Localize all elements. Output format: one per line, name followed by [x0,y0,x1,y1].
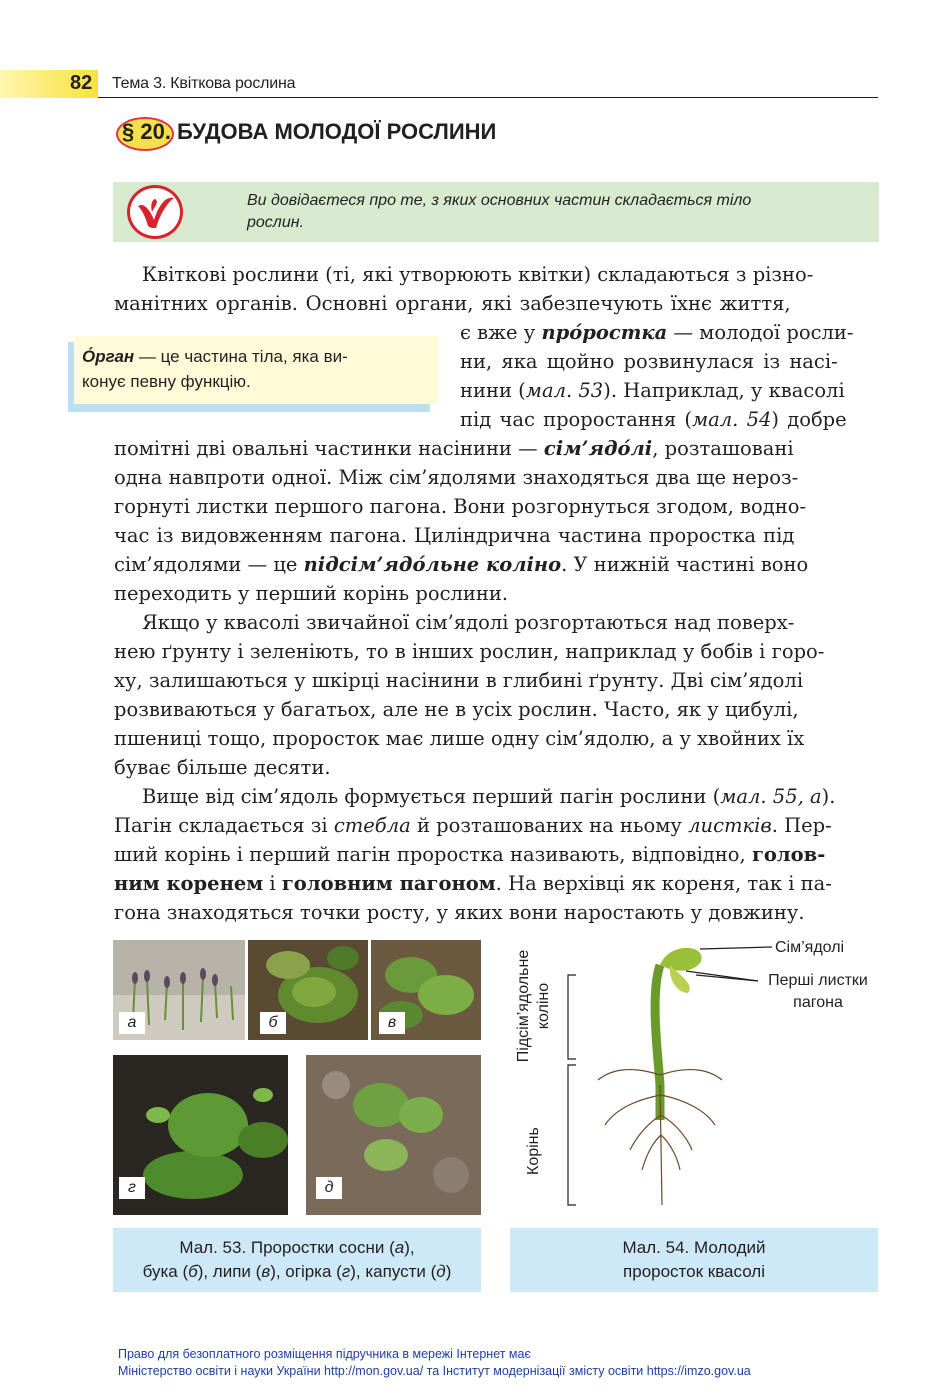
label-root: Корінь [525,1127,542,1175]
checkmark-icon [127,185,183,239]
running-head: Тема 3. Квіткова рослина [112,75,296,92]
photo-pine-seedlings [113,940,245,1040]
section-number: § 20 [122,119,165,144]
header-rule [98,97,878,98]
objective-text: Ви довідаєтеся про те, з яких основних частин складається тіло рослин. [247,192,752,231]
definition-text: О́рган — це частина тіла, яка ви- конує певну функцію. [82,347,348,391]
label-cotyledons: Сім’ядолі [775,939,845,956]
label-hypocotyl: Підсім’ядольне коліно [515,949,552,1063]
definition-term: О́рган [82,347,135,366]
section-title [122,119,496,145]
photo-label-b: б [260,1012,286,1034]
page-number: 82 [70,72,93,94]
photo-label-g: г [119,1177,145,1199]
photo-label-a: а [119,1012,145,1034]
photo-beech-seedling [248,940,368,1040]
figure-54-caption: Мал. 54. Молодий проросток квасолі [510,1228,878,1292]
photo-cucumber-seedling [113,1055,288,1215]
figure-53-caption: Мал. 53. Проростки сосни (а), бука (б), липи (в), огірка (г), капусти (д) [113,1228,481,1292]
section-title-text: . БУДОВА МОЛОДОЇ РОСЛИНИ [164,119,497,144]
photo-label-d: д [316,1177,342,1199]
photo-cabbage-seedling [306,1055,481,1215]
photo-label-v: в [379,1012,405,1034]
photo-linden-seedling [371,940,481,1040]
license-footer: Право для безоплатного розміщення підручника в мережі Інтернет має Міністерство освіти і науки України http://mon.gov.ua/ та Інститут модернізації змісту освіти https://imzo.gov.ua [118,1347,751,1378]
label-first-leaves: Перші листки пагона [768,972,868,1011]
